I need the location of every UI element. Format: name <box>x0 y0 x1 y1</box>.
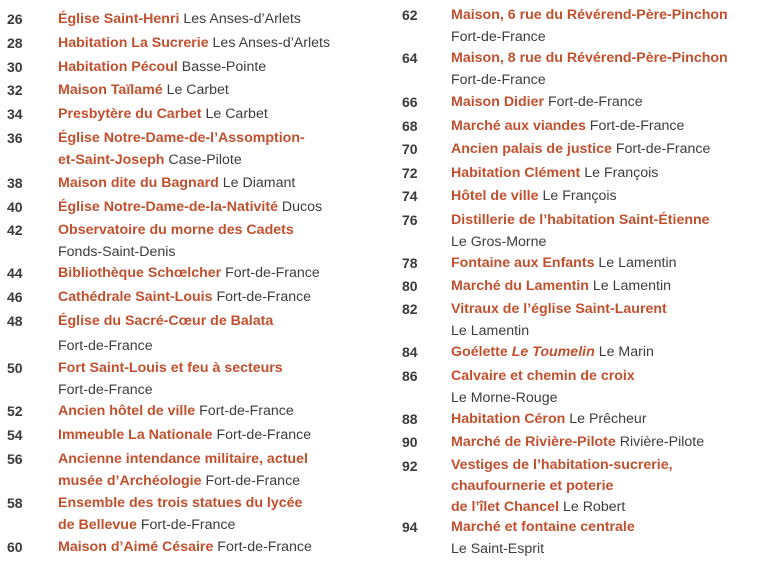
page-number: 70 <box>402 141 418 157</box>
entry-title: Maison, 6 rue du Révérend-Père-Pinchon <box>451 7 728 23</box>
entry-title: Habitation Clément <box>451 165 581 181</box>
entry-title: Distillerie de l’habitation Saint-Étienne <box>451 212 710 228</box>
page-number: 64 <box>402 50 418 66</box>
entry-title: Église Notre-Dame-de-l’Assomption- <box>58 130 305 146</box>
entry-title: Habitation Pécoul <box>58 59 178 75</box>
entry-place: Fort-de-France <box>216 289 312 305</box>
entry-place: Ducos <box>281 199 323 215</box>
entry-place: Le François <box>542 188 617 204</box>
entry-place: Le Carbet <box>166 82 229 98</box>
entry-title-italic: Le Toumelin <box>511 344 595 360</box>
page-number: 44 <box>7 265 23 281</box>
entry-title: Cathédrale Saint-Louis <box>58 289 213 305</box>
entry-title: Maison, 8 rue du Révérend-Père-Pinchon <box>451 50 728 66</box>
entry-title: Marché du Lamentin <box>451 278 589 294</box>
page-number: 56 <box>7 451 23 467</box>
entry-title: Habitation La Sucrerie <box>58 35 209 51</box>
entry-place: Fonds-Saint-Denis <box>58 244 176 260</box>
entry-title: Fontaine aux Enfants <box>451 255 595 271</box>
entry-place: Fort-de-France <box>205 473 301 489</box>
entry-title: Ancienne intendance militaire, actuel <box>58 451 308 467</box>
entry-place: Le Lamentin <box>451 323 530 339</box>
entry-place: Le Gros-Morne <box>451 234 547 250</box>
entry-place: Les Anses-d’Arlets <box>212 35 331 51</box>
page-number: 30 <box>7 59 23 75</box>
entry-title: Vitraux de l’église Saint-Laurent <box>451 301 667 317</box>
entry-place: Le Lamentin <box>592 278 672 294</box>
page-number: 88 <box>402 411 418 427</box>
page-number: 68 <box>402 118 418 134</box>
entry-place: Le Prêcheur <box>569 411 647 427</box>
page-number: 86 <box>402 368 418 384</box>
entry-place: Fort-de-France <box>217 539 312 555</box>
page-number: 60 <box>7 539 23 555</box>
entry-title: Ancien hôtel de ville <box>58 403 196 419</box>
page-number: 76 <box>402 212 418 228</box>
entry-title: Goélette <box>451 344 512 360</box>
entry-place: Fort-de-France <box>451 72 546 88</box>
page-number: 42 <box>7 222 23 238</box>
page-number: 38 <box>7 175 23 191</box>
entry-title: Bibliothèque Schœlcher <box>58 265 222 281</box>
entry-place: Basse-Pointe <box>181 59 267 75</box>
entry-place: Le François <box>584 165 659 181</box>
entry-title: Fort Saint-Louis et feu à secteurs <box>58 360 283 376</box>
entry-place: Fort-de-France <box>547 94 643 110</box>
entry-title: Vestiges de l’habitation-sucrerie, <box>451 457 673 473</box>
page-number: 74 <box>402 188 418 204</box>
page-number: 36 <box>7 130 23 146</box>
entry-place: Fort-de-France <box>216 427 312 443</box>
entry-title: Église Notre-Dame-de-la-Nativité <box>58 199 278 215</box>
entry-place: Case-Pilote <box>168 152 242 168</box>
page-number: 26 <box>7 11 23 27</box>
entry-title-continued: chaufournerie et poterie <box>451 478 614 494</box>
page-number: 46 <box>7 289 23 305</box>
entry-place: Fort-de-France <box>140 517 236 533</box>
entry-title: Maison Didier <box>451 94 545 110</box>
page-number: 82 <box>402 301 418 317</box>
page-number: 48 <box>7 313 23 329</box>
page-number: 28 <box>7 35 23 51</box>
entry-title: Presbytère du Carbet <box>58 106 202 122</box>
entry-title: Marché et fontaine centrale <box>451 519 635 535</box>
page-number: 72 <box>402 165 418 181</box>
entry-place: Le Carbet <box>205 106 268 122</box>
entry-title: Habitation Céron <box>451 411 566 427</box>
entry-place: Fort-de-France <box>615 141 711 157</box>
page-number: 50 <box>7 360 23 376</box>
entry-title: Marché de Rivière-Pilote <box>451 434 616 450</box>
page-number: 52 <box>7 403 23 419</box>
page-number: 66 <box>402 94 418 110</box>
entry-place: Les Anses-d’Arlets <box>183 11 301 27</box>
page-number: 80 <box>402 278 418 294</box>
entry-title: Église du Sacré-Cœur de Balata <box>58 313 274 329</box>
entry-title-continued: musée d’Archéologie <box>58 473 202 489</box>
entry-place: Le Diamant <box>222 175 296 191</box>
entry-title: Maison dite du Bagnard <box>58 175 219 191</box>
entry-place: Le Marin <box>598 344 654 360</box>
page-number: 92 <box>402 458 418 474</box>
page-number: 84 <box>402 344 418 360</box>
entry-place: Fort-de-France <box>199 403 294 419</box>
page-number: 62 <box>402 7 418 23</box>
entry-title: Calvaire et chemin de croix <box>451 368 635 384</box>
page-number: 54 <box>7 427 23 443</box>
entry-title: Marché aux viandes <box>451 118 586 134</box>
entry-place: Le Robert <box>562 499 626 515</box>
entry-title: Maison d’Aimé Césaire <box>58 539 214 555</box>
entry-place: Le Morne-Rouge <box>451 390 558 406</box>
entry-title: Église Saint-Henri <box>58 11 180 27</box>
page-number: 78 <box>402 255 418 271</box>
entry-title: Ancien palais de justice <box>451 141 612 157</box>
entry-title-continued: et-Saint-Joseph <box>58 152 165 168</box>
entry-place: Fort-de-France <box>58 338 153 354</box>
entry-title-continued: de Bellevue <box>58 517 137 533</box>
page-number: 94 <box>402 519 418 535</box>
entry-place: Fort-de-France <box>589 118 685 134</box>
page-number: 40 <box>7 199 23 215</box>
entry-title: Maison Taïlamé <box>58 82 163 98</box>
page-number: 34 <box>7 106 23 122</box>
entry-place: Rivière-Pilote <box>619 434 705 450</box>
entry-title: Immeuble La Nationale <box>58 427 213 443</box>
entry-place: Le Lamentin <box>598 255 677 271</box>
page-number: 32 <box>7 82 23 98</box>
entry-title-continued: de l’îlet Chancel <box>451 499 560 515</box>
entry-place: Le Saint-Esprit <box>451 541 545 557</box>
entry-place: Fort-de-France <box>58 382 153 398</box>
page-number: 90 <box>402 434 418 450</box>
entry-place: Fort-de-France <box>225 265 320 281</box>
entry-place: Fort-de-France <box>451 29 546 45</box>
entry-title: Observatoire du morne des Cadets <box>58 222 294 238</box>
entry-title: Hôtel de ville <box>451 188 539 204</box>
page-number: 58 <box>7 495 23 511</box>
entry-title: Ensemble des trois statues du lycée <box>58 495 303 511</box>
